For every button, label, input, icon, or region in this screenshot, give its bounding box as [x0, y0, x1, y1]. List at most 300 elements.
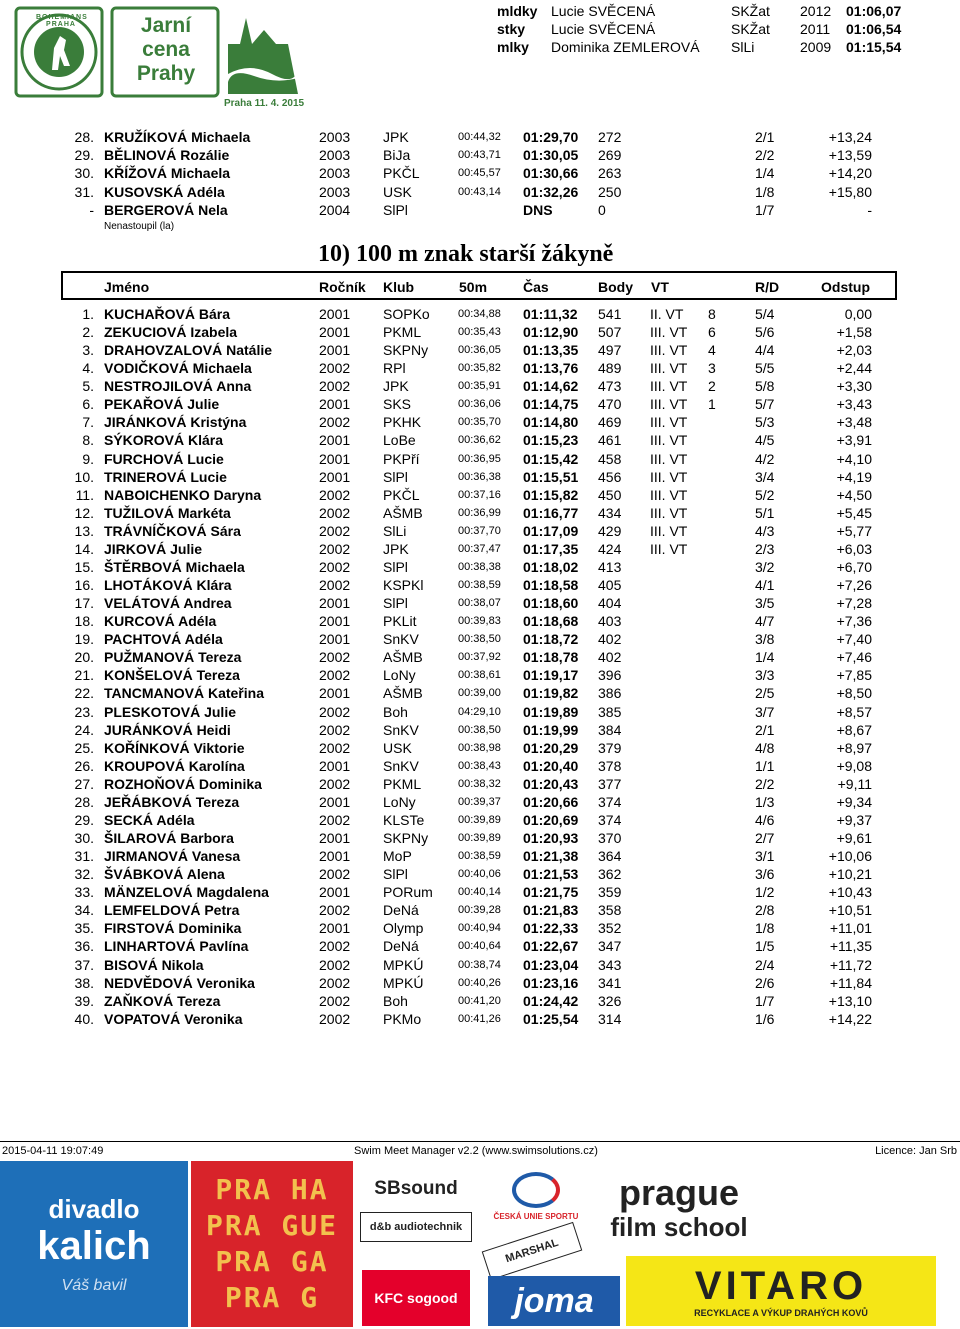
cell-points: 250 [598, 183, 622, 200]
cell-gap: +1,58 [836, 324, 872, 341]
cell-points: 434 [598, 504, 622, 521]
cell-name: DRAHOVZALOVÁ Natálie [104, 342, 273, 359]
cell-time: 01:17,35 [523, 540, 579, 557]
cell-club: PKČL [383, 486, 420, 503]
cell-year: 2001 [319, 595, 351, 612]
cell-pos: 6. [82, 396, 94, 413]
cell-club: RPl [383, 360, 406, 377]
sponsor-cus [488, 1166, 584, 1226]
footer-licence: Licence: Jan Srb [875, 1145, 957, 1157]
dns-note: Nenastoupil (la) [104, 221, 175, 232]
cell-points: 364 [598, 848, 622, 865]
cell-vt: III. VT [650, 324, 688, 341]
cell-club: PORum [383, 884, 433, 901]
cell-club: PKPří [383, 450, 420, 467]
cell-club: SlPl [383, 866, 408, 883]
cell-rd: 2/3 [755, 540, 775, 557]
cell-split: 00:39,89 [458, 813, 501, 826]
cell-rd: 5/2 [755, 486, 775, 503]
sponsor-marshal [482, 1222, 583, 1280]
cell-name: VELÁTOVÁ Andrea [104, 595, 232, 612]
cell-points: 541 [598, 306, 622, 322]
cell-year: 2002 [319, 378, 351, 395]
cell-points: 379 [598, 739, 622, 756]
cell-gap: +8,57 [836, 703, 872, 720]
cell-year: 2002 [319, 667, 351, 684]
cell-year: 2001 [319, 830, 351, 847]
cell-name: PEKAŘOVÁ Julie [104, 396, 220, 413]
logo-title-line: Jarní [140, 14, 192, 37]
cell-year: 2002 [319, 775, 351, 792]
cell-year: 2001 [319, 396, 351, 413]
cell-gap: +3,30 [836, 378, 872, 395]
table-row [0, 992, 960, 1010]
cell-split: 00:43,71 [458, 149, 501, 162]
cell-name: PLESKOTOVÁ Julie [104, 703, 236, 720]
cell-name: ŠILAROVÁ Barbora [104, 830, 234, 847]
cell-gap: +8,50 [836, 685, 872, 702]
cell-rd: 2/1 [755, 129, 775, 145]
cell-name: NABOICHENKO Daryna [104, 486, 262, 503]
cell-pos: 30. [74, 830, 94, 847]
praha-line: PRA G [224, 1281, 320, 1314]
cell-rd: 3/6 [755, 866, 775, 883]
cell-points: 374 [598, 811, 622, 828]
cell-name: JIRKOVÁ Julie [104, 540, 203, 557]
table-row [0, 739, 960, 757]
cell-points: 458 [598, 450, 622, 467]
cell-name: ŠTĚRBOVÁ Michaela [104, 558, 245, 575]
cell-year: 2002 [319, 902, 351, 919]
cell-pos: 18. [74, 613, 94, 630]
cell-name: KOŘÍNKOVÁ Viktorie [104, 739, 245, 756]
record-time: 01:06,07 [846, 3, 902, 19]
cell-rd: 4/1 [755, 577, 775, 594]
cell-rd: 1/1 [755, 757, 775, 774]
cell-points: 402 [598, 649, 622, 666]
cell-time: 01:18,02 [523, 558, 579, 575]
cell-club: SlPl [383, 201, 408, 218]
table-row [0, 974, 960, 992]
cell-gap: +9,61 [836, 830, 872, 847]
cell-split: 00:38,61 [458, 669, 501, 682]
cell-pos: 23. [74, 703, 94, 720]
cell-name: JEŘÁBKOVÁ Tereza [104, 793, 240, 810]
record-year: 2009 [800, 39, 832, 55]
cell-rd: 5/5 [755, 360, 775, 377]
cell-split: 00:43,14 [458, 185, 501, 198]
cell-club: JPK [383, 540, 409, 557]
cell-gap: +13,24 [828, 129, 872, 145]
cell-vtn: 8 [708, 306, 716, 322]
table-row [0, 341, 960, 359]
cell-time: 01:15,42 [523, 450, 579, 467]
cell-points: 424 [598, 540, 622, 557]
cell-club: SnKV [383, 721, 419, 738]
cell-rd: 4/3 [755, 522, 775, 539]
cell-vt: III. VT [650, 378, 688, 395]
cell-club: USK [383, 739, 412, 756]
logo-title-line: cena [142, 38, 190, 61]
cell-gap: +4,10 [836, 450, 872, 467]
cell-gap: +10,06 [828, 848, 872, 865]
cell-vtn: 6 [708, 324, 716, 341]
cell-split: 00:40,64 [458, 940, 501, 953]
table-row [0, 413, 960, 431]
cell-pos: 40. [74, 1010, 94, 1027]
cell-split: 00:37,92 [458, 651, 501, 664]
cell-points: 473 [598, 378, 622, 395]
cell-split: 00:36,99 [458, 506, 501, 519]
table-row [0, 594, 960, 612]
cell-vt: III. VT [650, 468, 688, 485]
cell-club: PKML [383, 324, 422, 341]
praha-line: PRA HA [215, 1173, 329, 1206]
record-row [0, 38, 960, 57]
cell-club: JPK [383, 378, 409, 395]
cell-gap: +9,37 [836, 811, 872, 828]
cell-time: 01:13,35 [523, 342, 579, 359]
cell-time: 01:19,99 [523, 721, 579, 738]
cell-pos: 2. [82, 324, 94, 341]
table-row [0, 359, 960, 377]
cell-pos: 9. [82, 450, 94, 467]
cell-points: 263 [598, 165, 622, 182]
cell-club: Olymp [383, 920, 424, 937]
table-row [0, 793, 960, 811]
cell-pos: 10. [74, 468, 94, 485]
vitaro-name: VITARO [694, 1264, 868, 1308]
cell-points: 374 [598, 793, 622, 810]
cell-club: SnKV [383, 631, 419, 648]
table-row [0, 146, 960, 164]
cell-gap: +6,70 [836, 558, 872, 575]
record-club: SKŽat [731, 21, 770, 37]
cell-gap: +4,19 [836, 468, 872, 485]
cell-time: 01:21,75 [523, 884, 579, 901]
cell-split: 00:38,07 [458, 597, 501, 610]
cell-pos: 19. [74, 631, 94, 648]
cell-pos: 3. [82, 342, 94, 359]
cell-split: 00:38,43 [458, 759, 501, 772]
cell-club: PKHK [383, 414, 422, 431]
cell-rd: 2/5 [755, 685, 775, 702]
cell-rd: 3/4 [755, 468, 775, 485]
cell-split: 00:39,28 [458, 904, 501, 917]
cell-name: BĚLINOVÁ Rozálie [104, 147, 230, 164]
cell-year: 2002 [319, 956, 351, 973]
cell-year: 2002 [319, 577, 351, 594]
cell-pos: 31. [74, 183, 94, 200]
cell-club: LoBe [383, 432, 416, 449]
cell-points: 0 [598, 201, 606, 218]
cell-split: 00:40,14 [458, 886, 501, 899]
cell-name: MÄNZELOVÁ Magdalena [104, 884, 269, 901]
table-row [0, 1010, 960, 1028]
cell-club: LoNy [383, 667, 416, 684]
cell-pos: - [89, 201, 94, 218]
cell-gap: +2,03 [836, 342, 872, 359]
cell-split: 00:37,16 [458, 488, 501, 501]
col-gap: Odstup [821, 279, 870, 295]
cus-icon [512, 1172, 560, 1208]
record-row [0, 20, 960, 39]
cell-time: 01:14,80 [523, 414, 579, 431]
cell-rd: 3/8 [755, 631, 775, 648]
table-row [0, 468, 960, 486]
cell-pos: 34. [74, 902, 94, 919]
table-row [0, 576, 960, 594]
cell-gap: +11,35 [829, 938, 872, 955]
cell-rd: 1/6 [755, 1010, 775, 1027]
cell-gap: +7,36 [836, 613, 872, 630]
cell-points: 405 [598, 577, 622, 594]
cell-time: 01:14,75 [523, 396, 579, 413]
cell-name: KURCOVÁ Adéla [104, 613, 217, 630]
footer-timestamp: 2015-04-11 19:07:49 [2, 1145, 104, 1157]
cell-gap: +15,80 [828, 183, 872, 200]
cell-name: KONŠELOVÁ Tereza [104, 667, 240, 684]
sponsor-divadlo-kalich [0, 1161, 188, 1327]
cell-rd: 2/8 [755, 902, 775, 919]
cell-pos: 27. [74, 775, 94, 792]
cell-split: 00:36,06 [458, 398, 501, 411]
cell-year: 2002 [319, 522, 351, 539]
cell-points: 403 [598, 613, 622, 630]
cell-time: 01:20,66 [523, 793, 579, 810]
cell-gap: +10,51 [828, 902, 872, 919]
cell-rd: 5/6 [755, 324, 775, 341]
vitaro-tagline: RECYKLACE A VÝKUP DRAHÝCH KOVŮ [694, 1308, 868, 1318]
cell-gap: +9,11 [837, 775, 872, 792]
cell-points: 470 [598, 396, 622, 413]
cell-points: 402 [598, 631, 622, 648]
cell-rd: 5/7 [755, 396, 775, 413]
cell-name: VOPATOVÁ Veronika [104, 1010, 243, 1027]
cell-name: BERGEROVÁ Nela [104, 201, 228, 218]
cell-split: 00:38,59 [458, 850, 501, 863]
kalich-line1: divadlo [48, 1193, 140, 1224]
cell-split: 00:35,91 [458, 380, 501, 393]
table-row [0, 937, 960, 955]
cell-rd: 1/8 [755, 183, 775, 200]
cell-vt: III. VT [650, 414, 688, 431]
cell-rd: 1/8 [755, 920, 775, 937]
cell-year: 2002 [319, 974, 351, 991]
cell-pos: 38. [74, 974, 94, 991]
cell-split: 00:39,83 [458, 615, 501, 628]
event-title: 10) 100 m znak starší žákyně [318, 241, 614, 267]
cell-time: 01:23,04 [523, 956, 579, 973]
table-row [0, 956, 960, 974]
cell-gap: +7,28 [836, 595, 872, 612]
table-row [0, 648, 960, 666]
cell-points: 347 [598, 938, 622, 955]
table-row [0, 703, 960, 721]
cell-points: 404 [598, 595, 622, 612]
cell-pos: 25. [74, 739, 94, 756]
logo-title-line: Prahy [136, 62, 196, 85]
cell-points: 429 [598, 522, 622, 539]
cell-vt: III. VT [650, 540, 688, 557]
col-split: 50m [459, 279, 488, 295]
cell-rd: 5/3 [755, 414, 775, 431]
cell-gap: +7,40 [836, 631, 872, 648]
cell-gap: +10,43 [828, 884, 872, 901]
cell-name: ZAŇKOVÁ Tereza [104, 992, 221, 1009]
cell-year: 2003 [319, 165, 351, 182]
cell-rd: 1/4 [755, 649, 775, 666]
cell-time: 01:16,77 [523, 504, 579, 521]
sponsor-prague-film-school [584, 1170, 774, 1250]
cell-pos: 7. [82, 414, 94, 431]
cell-split: 00:35,70 [458, 416, 501, 429]
cell-points: 378 [598, 757, 622, 774]
cell-rd: 5/4 [755, 306, 775, 322]
cell-club: SlLi [383, 522, 407, 539]
cell-name: JIRMANOVÁ Vanesa [104, 848, 241, 865]
table-row [0, 865, 960, 883]
cell-points: 269 [598, 147, 622, 164]
cell-time: 01:20,43 [523, 775, 579, 792]
pfs-line1: prague [618, 1172, 740, 1213]
cell-time: 01:15,23 [523, 432, 579, 449]
cell-split: 00:45,57 [458, 167, 501, 180]
cell-time: 01:21,53 [523, 866, 579, 883]
cell-points: 497 [598, 342, 622, 359]
record-name: Lucie SVĚCENÁ [551, 21, 656, 37]
kalich-line3: Váš bavil [61, 1276, 127, 1294]
table-row [0, 377, 960, 395]
cell-year: 2002 [319, 360, 351, 377]
table-row [0, 811, 960, 829]
cell-points: 507 [598, 324, 622, 341]
cell-club: PKML [383, 775, 422, 792]
footer-software: Swim Meet Manager v2.2 (www.swimsolutions.cz) [354, 1145, 598, 1157]
cell-year: 2004 [319, 201, 351, 218]
sbsound-text: SBsound [374, 1178, 458, 1199]
cell-points: 326 [598, 992, 622, 1009]
cell-pos: 14. [74, 540, 94, 557]
cell-time: 01:14,62 [523, 378, 579, 395]
cell-gap: +7,85 [836, 667, 872, 684]
cell-club: Boh [383, 703, 408, 720]
cell-time: 01:18,72 [523, 631, 579, 648]
cell-split: 00:38,59 [458, 579, 501, 592]
cell-time: 01:18,78 [523, 649, 579, 666]
cell-time: 01:12,90 [523, 324, 579, 341]
sponsor-dnb [360, 1212, 472, 1242]
cell-time: 01:24,42 [523, 992, 579, 1009]
cell-gap: +8,97 [836, 739, 872, 756]
cell-name: KUSOVSKÁ Adéla [104, 183, 225, 200]
cell-split: 00:35,43 [458, 326, 501, 339]
cell-points: 314 [598, 1010, 622, 1027]
cell-year: 2002 [319, 992, 351, 1009]
table-row [0, 612, 960, 630]
sponsor-sbsound [360, 1172, 472, 1206]
cell-pos: 15. [74, 558, 94, 575]
cell-rd: 1/7 [755, 992, 775, 1009]
cell-time: 01:19,89 [523, 703, 579, 720]
cell-points: 359 [598, 884, 622, 901]
record-row [0, 2, 960, 21]
cell-pos: 8. [82, 432, 94, 449]
pfs-line2: film school [610, 1212, 748, 1242]
table-row [0, 323, 960, 341]
cell-pos: 4. [82, 360, 94, 377]
kfc-text: KFC sogood [374, 1290, 458, 1306]
cell-rd: 4/8 [755, 739, 775, 756]
record-year: 2012 [800, 3, 832, 19]
record-time: 01:15,54 [846, 39, 902, 55]
col-vt: VT [651, 279, 669, 295]
cell-gap: 0,00 [844, 306, 872, 322]
cell-gap: +3,43 [836, 396, 872, 413]
cell-year: 2002 [319, 721, 351, 738]
table-row [0, 630, 960, 648]
cell-points: 358 [598, 902, 622, 919]
cell-split: 00:38,50 [458, 633, 501, 646]
cell-year: 2002 [319, 739, 351, 756]
cell-points: 352 [598, 920, 622, 937]
cell-time: 01:22,33 [523, 920, 579, 937]
cell-pos: 17. [74, 595, 94, 612]
cell-pos: 13. [74, 522, 94, 539]
cell-split: 00:37,70 [458, 524, 501, 537]
cell-time: 01:17,09 [523, 522, 579, 539]
cell-vt: III. VT [650, 342, 688, 359]
cell-time: 01:25,54 [523, 1010, 579, 1027]
cell-club: SlPl [383, 468, 408, 485]
cell-name: TRINEROVÁ Lucie [104, 468, 227, 485]
table-row [0, 919, 960, 937]
table-row [0, 522, 960, 540]
cell-year: 2002 [319, 486, 351, 503]
col-name: Jméno [104, 279, 150, 295]
table-row [0, 486, 960, 504]
cell-year: 2002 [319, 1010, 351, 1027]
cell-points: 469 [598, 414, 622, 431]
cell-time: 01:15,82 [523, 486, 579, 503]
cell-rd: 3/1 [755, 848, 775, 865]
cell-split: 00:40,94 [458, 922, 501, 935]
cell-name: SÝKOROVÁ Klára [104, 432, 224, 449]
cell-club: PKČL [383, 165, 420, 182]
cell-name: KŘÍŽOVÁ Michaela [104, 165, 231, 182]
cell-rd: 2/4 [755, 956, 775, 973]
col-rd: R/D [755, 279, 780, 295]
cell-split: 00:36,38 [458, 470, 501, 483]
cell-club: PKMo [383, 1010, 422, 1027]
cell-pos: 11. [75, 486, 94, 503]
cell-split: 00:38,38 [458, 560, 501, 573]
cell-pos: 22. [74, 685, 94, 702]
cell-split: 00:41,20 [458, 994, 501, 1007]
cell-club: MPKÚ [383, 956, 424, 973]
col-club: Klub [383, 279, 415, 295]
cell-split: 00:39,00 [458, 687, 501, 700]
record-time: 01:06,54 [846, 21, 902, 37]
cell-points: 385 [598, 703, 622, 720]
table-row [0, 721, 960, 739]
cell-points: 370 [598, 830, 622, 847]
praha-line: PRA GUE [205, 1209, 338, 1242]
cell-name: LINHARTOVÁ Pavlína [104, 938, 249, 955]
cell-name: SECKÁ Adéla [104, 811, 195, 828]
cell-name: JURÁNKOVÁ Heidi [104, 721, 231, 738]
cell-gap: +11,72 [829, 956, 872, 973]
